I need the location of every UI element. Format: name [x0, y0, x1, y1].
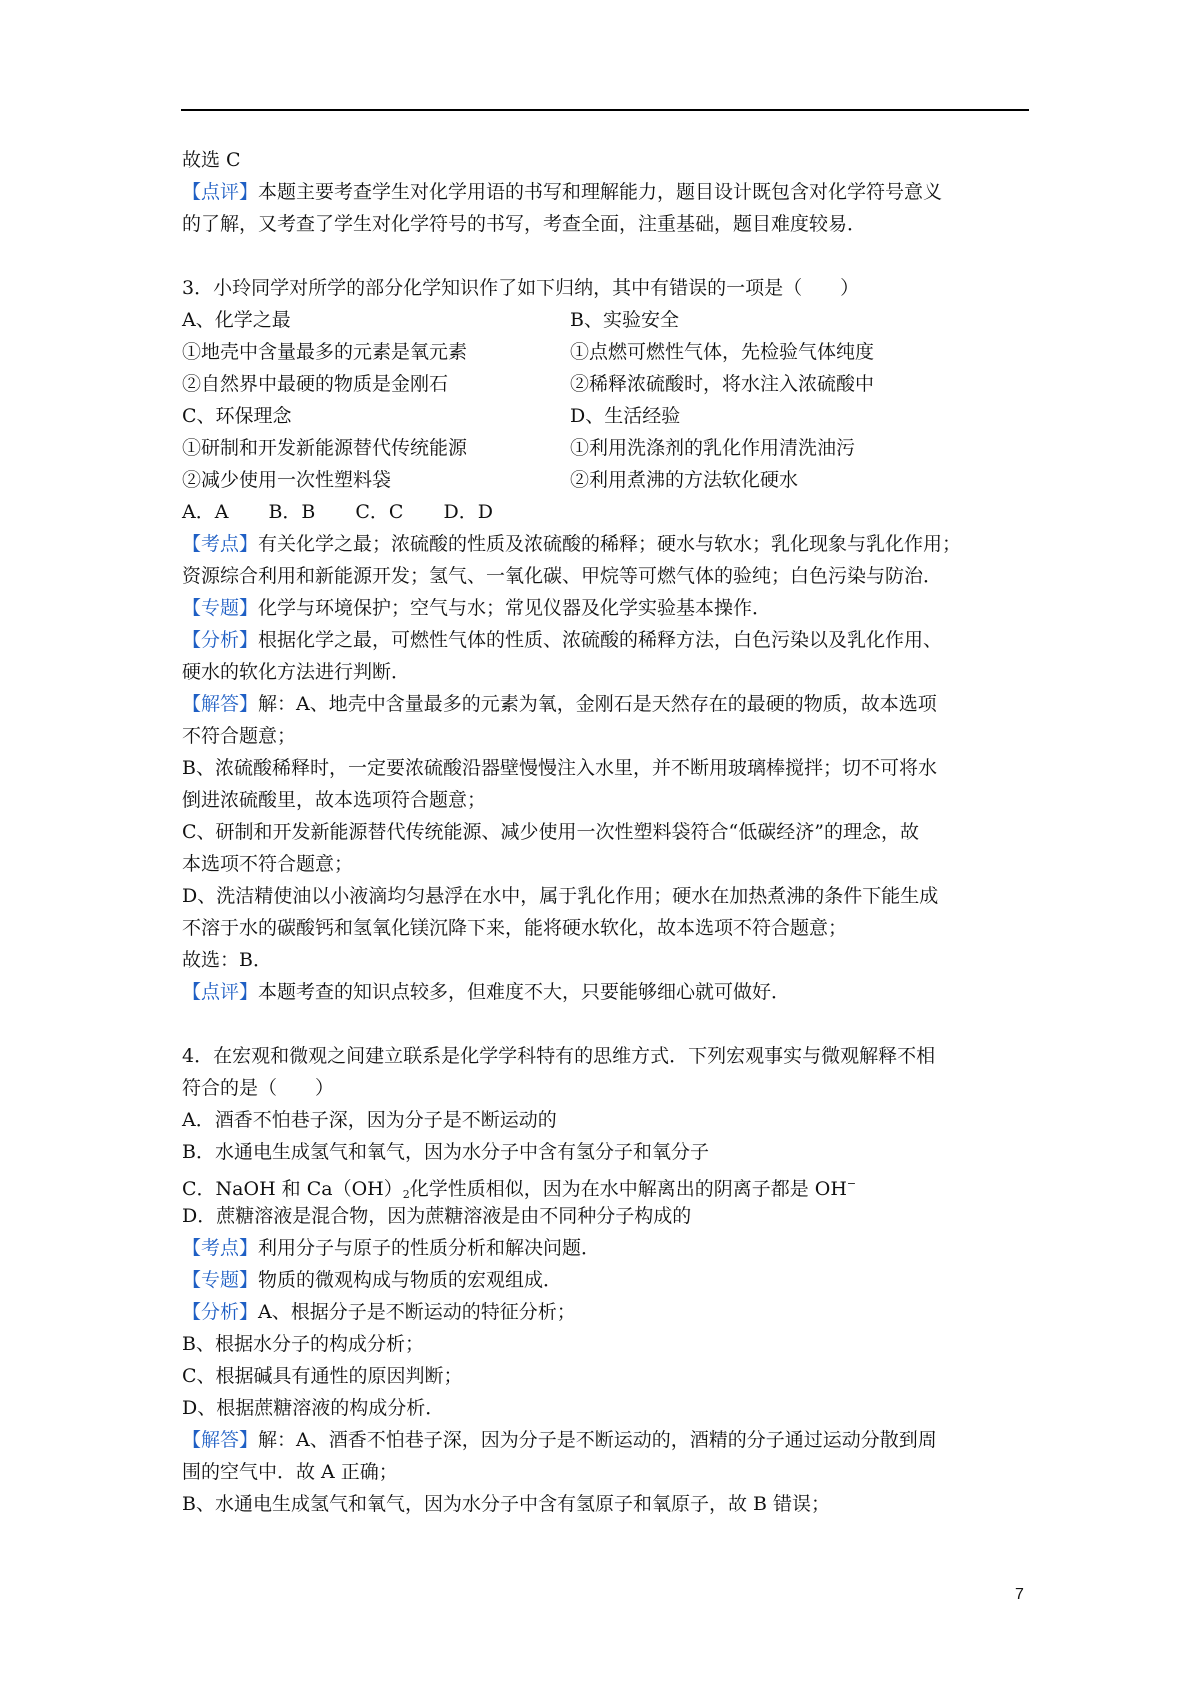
formula-text: C．NaOH 和 Ca（OH） — [182, 1178, 403, 1200]
text-line: 本题考查的知识点较多，但难度不大，只要能够细心就可做好． — [258, 981, 791, 1003]
question-3-choices — [182, 496, 1030, 528]
zhuanti-line — [182, 1264, 1030, 1296]
text-line: 本选项不符合题意； — [182, 853, 354, 875]
tag-zhuanti: 【专题】 — [182, 597, 259, 619]
page-number: 7 — [1015, 1586, 1024, 1603]
choice: A．A — [182, 501, 229, 523]
text-line: 不溶于水的碳酸钙和氢氧化镁沉降下来，能将硬水软化，故本选项不符合题意； — [182, 917, 848, 939]
text-line: 的了解，又考查了学生对化学符号的书写，考查全面，注重基础，题目难度较易． — [182, 213, 867, 235]
header-rule — [181, 109, 1029, 111]
choice: D．D — [443, 501, 493, 523]
option-cell: C、环保理念 — [182, 405, 292, 427]
option-cell: ①地壳中含量最多的元素是氧元素 — [182, 341, 468, 363]
text-line: 本题主要考查学生对化学用语的书写和理解能力，题目设计既包含对化学符号意义 — [258, 181, 943, 203]
tag-fenxi: 【分析】 — [182, 1301, 259, 1323]
options-row — [182, 400, 1030, 432]
text-line: A、根据分子是不断运动的特征分析； — [258, 1301, 576, 1323]
text-line: 化学性质相似，因为在水中解离出的阴离子都是 OH — [409, 1178, 847, 1200]
text-line: B、根据水分子的构成分析； — [182, 1333, 424, 1355]
spacer — [182, 1008, 1030, 1040]
spacer — [182, 240, 1030, 272]
tag-dianping: 【点评】 — [182, 981, 259, 1003]
option-cell: A、化学之最 — [182, 309, 291, 331]
comment-line — [182, 976, 1030, 1008]
text-line: 故选：B． — [182, 949, 272, 971]
text-line: 解：A、酒香不怕巷子深，因为分子是不断运动的，酒精的分子通过运动分散到周 — [258, 1429, 937, 1451]
option-c — [182, 1168, 1030, 1200]
options-row — [182, 304, 1030, 336]
text-line: 利用分子与原子的性质分析和解决问题． — [258, 1237, 601, 1259]
tag-jieda: 【解答】 — [182, 1429, 259, 1451]
option-cell: ①利用洗涤剂的乳化作用清洗油污 — [570, 437, 856, 459]
choice: B．B — [268, 501, 316, 523]
tag-dianping: 【点评】 — [182, 181, 259, 203]
choice: C．C — [355, 501, 404, 523]
kaodian-line — [182, 1232, 1030, 1264]
superscript: − — [846, 1177, 857, 1190]
text-line: 符合的是（ ） — [182, 1077, 335, 1099]
text-line: C、研制和开发新能源替代传统能源、减少使用一次性塑料袋符合“低碳经济”的理念，故 — [182, 821, 919, 843]
option-cell: ①点燃可燃性气体，先检验气体纯度 — [570, 341, 875, 363]
text-line: 化学与环境保护；空气与水；常见仪器及化学实验基本操作． — [258, 597, 772, 619]
zhuanti-line — [182, 592, 1030, 624]
text-line: 故选 C — [182, 149, 241, 171]
option-cell: ②减少使用一次性塑料袋 — [182, 469, 392, 491]
text-line: 不符合题意； — [182, 725, 297, 747]
option-cell: B、实验安全 — [570, 309, 679, 331]
text-line: D、洗洁精使油以小液滴均匀悬浮在水中，属于乳化作用；硬水在加热煮沸的条件下能生成 — [182, 885, 939, 907]
text-line: 根据化学之最，可燃性气体的性质、浓硫酸的稀释方法，白色污染以及乳化作用、 — [258, 629, 943, 651]
text-line: C、根据碱具有通性的原因判断； — [182, 1365, 463, 1387]
text-line: 倒进浓硫酸里，故本选项符合题意； — [182, 789, 487, 811]
text-line: B、水通电生成氢气和氧气，因为水分子中含有氢原子和氧原子，故 B 错误； — [182, 1493, 831, 1515]
text-line: 硬水的软化方法进行判断． — [182, 661, 411, 683]
options-row — [182, 464, 1030, 496]
option-cell: D、生活经验 — [570, 405, 681, 427]
text-line: 物质的微观构成与物质的宏观组成． — [258, 1269, 563, 1291]
option-a: A．酒香不怕巷子深，因为分子是不断运动的 — [182, 1109, 557, 1131]
comment-line — [182, 176, 1030, 208]
tag-zhuanti: 【专题】 — [182, 1269, 259, 1291]
fenxi-line — [182, 624, 1030, 656]
question-3-stem: 3．小玲同学对所学的部分化学知识作了如下归纳，其中有错误的一项是（ ） — [182, 277, 860, 299]
jieda-line — [182, 688, 1030, 720]
tag-jieda: 【解答】 — [182, 693, 259, 715]
text-line: 资源综合利用和新能源开发；氢气、一氧化碳、甲烷等可燃气体的验纯；白色污染与防治． — [182, 565, 943, 587]
option-b: B．水通电生成氢气和氧气，因为水分子中含有氢分子和氧分子 — [182, 1141, 709, 1163]
option-cell: ①研制和开发新能源替代传统能源 — [182, 437, 468, 459]
option-cell: ②利用煮沸的方法软化硬水 — [570, 469, 799, 491]
tag-kaodian: 【考点】 — [182, 533, 259, 555]
kaodian-line — [182, 528, 1030, 560]
fenxi-line — [182, 1296, 1030, 1328]
jieda-line — [182, 1424, 1030, 1456]
text-line: 围的空气中．故 A 正确； — [182, 1461, 398, 1483]
text-line: B、浓硫酸稀释时，一定要浓硫酸沿器壁慢慢注入水里，并不断用玻璃棒搅拌；切不可将水 — [182, 757, 937, 779]
options-row — [182, 336, 1030, 368]
text-line: 有关化学之最；浓硫酸的性质及浓硫酸的稀释；硬水与软水；乳化现象与乳化作用； — [258, 533, 962, 555]
question-3-options-table — [182, 304, 1030, 496]
options-row — [182, 432, 1030, 464]
text-line: D、根据蔗糖溶液的构成分析． — [182, 1397, 445, 1419]
option-d: D．蔗糖溶液是混合物，因为蔗糖溶液是由不同种分子构成的 — [182, 1205, 692, 1227]
text-line: 解：A、地壳中含量最多的元素为氧，金刚石是天然存在的最硬的物质，故本选项 — [258, 693, 937, 715]
option-cell: ②自然界中最硬的物质是金刚石 — [182, 373, 449, 395]
subscript: 2 — [402, 1188, 410, 1201]
option-cell: ②稀释浓硫酸时，将水注入浓硫酸中 — [570, 373, 875, 395]
document-body — [182, 144, 1030, 1520]
question-4-stem: 4．在宏观和微观之间建立联系是化学学科特有的思维方式．下列宏观事实与微观解释不相 — [182, 1045, 936, 1067]
tag-kaodian: 【考点】 — [182, 1237, 259, 1259]
options-row — [182, 368, 1030, 400]
tag-fenxi: 【分析】 — [182, 629, 259, 651]
